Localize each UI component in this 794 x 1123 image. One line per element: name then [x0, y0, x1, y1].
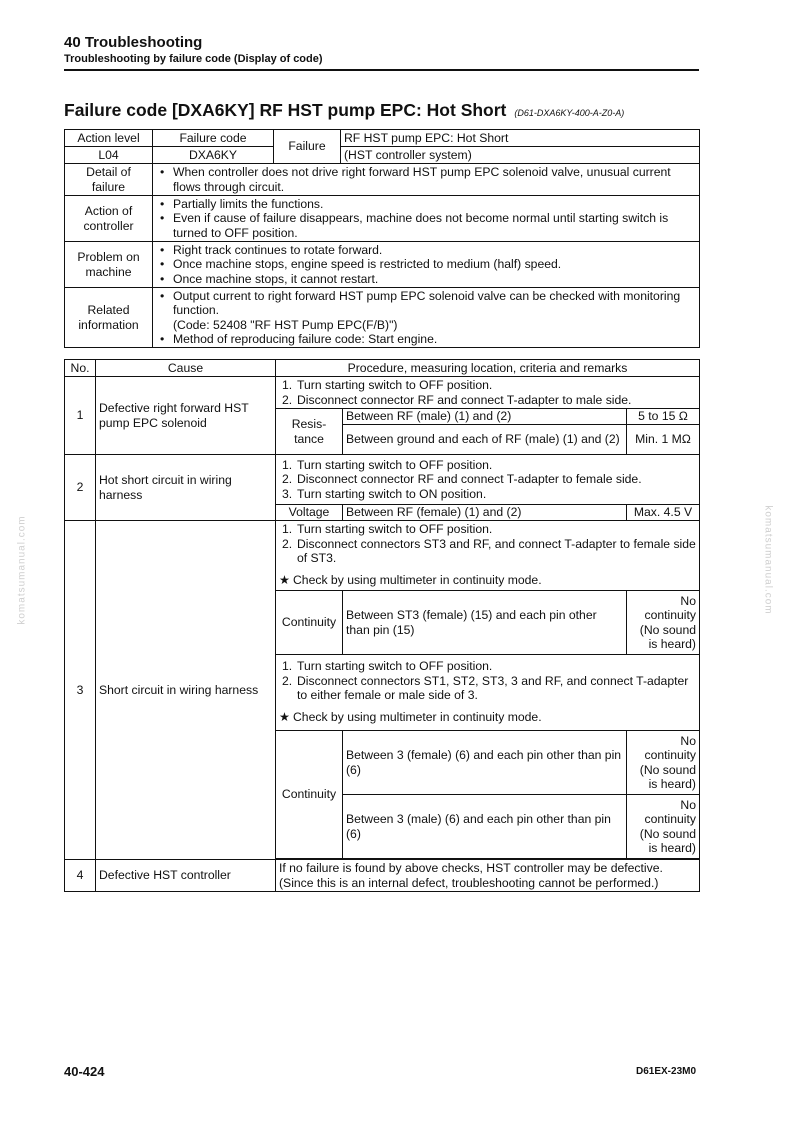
action-text [153, 196, 700, 242]
col-no-header: No. [65, 360, 96, 377]
method-label: Resis- tance [276, 409, 343, 455]
list-item: 1. Turn starting switch to OFF position. [297, 458, 696, 473]
list-item: 1. Turn starting switch to OFF position. [297, 659, 696, 674]
failure-ref: (D61-DXA6KY-400-A-Z0-A) [514, 108, 625, 118]
failure-system: (HST controller system) [341, 147, 700, 164]
star-icon: ★ [279, 709, 290, 724]
list-item: • Partially limits the functions. [173, 197, 696, 212]
check-value [627, 731, 700, 795]
check-location: Between 3 (male) (6) and each pin other than pin (6) [343, 795, 627, 859]
failure-title-text: Failure code [DXA6KY] RF HST pump EPC: Hot Short [64, 100, 507, 120]
check-value [627, 795, 700, 859]
cause-text: Defective right forward HST pump EPC solenoid [96, 377, 276, 455]
check-value-line: No continuity [644, 733, 696, 762]
remark-text: If no failure is found by above checks, HST controller may be defective. (Since this is an internal defect, troubleshooting cannot be performed.) [276, 860, 700, 892]
list-item: 2. Disconnect connectors ST3 and RF, and connect T-adapter to female side of ST3. [297, 537, 696, 566]
col-cause-header: Cause [96, 360, 276, 377]
list-item: 2. Disconnect connector RF and connect T-adapter to male side. [297, 393, 696, 408]
failure-header: Failure [274, 130, 341, 164]
method-label: Continuity [276, 591, 343, 655]
cause-no: 3 [65, 521, 96, 860]
failure-code-value: DXA6KY [153, 147, 274, 164]
check-value-line: (No sound is heard) [639, 622, 696, 651]
note [279, 710, 696, 727]
section-title: 40 Troubleshooting [64, 34, 203, 51]
failure-summary-table [64, 129, 700, 348]
note [279, 573, 696, 590]
method-label: Continuity [276, 731, 343, 859]
list-item: 3. Turn starting switch to ON position. [297, 487, 696, 502]
cause-text: Hot short circuit in wiring harness [96, 455, 276, 521]
check-value: Max. 4.5 V [627, 505, 700, 521]
related-item-1-code: (Code: 52408 "RF HST Pump EPC(F/B)") [173, 317, 398, 332]
cause-no: 2 [65, 455, 96, 521]
procedure-steps [276, 655, 700, 731]
causes-table [64, 359, 700, 892]
list-item: • Once machine stops, engine speed is restricted to medium (half) speed. [173, 257, 696, 272]
problem-text [153, 242, 700, 288]
note-text: Check by using multimeter in continuity mode. [293, 572, 542, 587]
check-value: Min. 1 MΩ [627, 425, 700, 455]
check-value [627, 591, 700, 655]
side-watermark-left: komatsumanual.com [16, 515, 28, 625]
list-item: 2. Disconnect connectors ST1, ST2, ST3, 3 and RF, and connect T-adapter to either female or male side of 3. [297, 674, 696, 703]
page-header [64, 34, 699, 66]
check-value-line: (No sound is heard) [639, 826, 696, 855]
procedure-steps [276, 377, 700, 409]
note-text: Check by using multimeter in continuity mode. [293, 709, 542, 724]
list-item: 1. Turn starting switch to OFF position. [297, 522, 696, 537]
list-item: • Once machine stops, it cannot restart. [173, 272, 696, 287]
procedure-steps [276, 521, 700, 591]
related-item-1: Output current to right forward HST pump EPC solenoid valve can be checked with monitoring function. [173, 288, 681, 317]
cause-no: 1 [65, 377, 96, 455]
action-label: Action of controller [65, 196, 153, 242]
detail-label: Detail of failure [65, 164, 153, 196]
procedure-steps [276, 455, 700, 505]
related-text [153, 288, 700, 348]
check-location: Between ST3 (female) (15) and each pin other than pin (15) [343, 591, 627, 655]
list-item: • When controller does not drive right forward HST pump EPC solenoid valve, unusual current flows through circuit. [173, 165, 696, 194]
subsection-title: Troubleshooting by failure code (Display of code) [64, 53, 323, 65]
doc-code: D61EX-23M0 [636, 1066, 697, 1077]
list-item [173, 289, 696, 333]
problem-label: Problem on machine [65, 242, 153, 288]
check-value-line: (No sound is heard) [639, 762, 696, 791]
failure-name: RF HST pump EPC: Hot Short [341, 130, 700, 147]
failure-code-header: Failure code [153, 130, 274, 147]
check-value: 5 to 15 Ω [627, 409, 700, 425]
col-proc-header: Procedure, measuring location, criteria and remarks [276, 360, 700, 377]
star-icon: ★ [279, 572, 290, 587]
list-item: • Even if cause of failure disappears, machine does not become normal until starting switch is turned to OFF position. [173, 211, 696, 240]
cause-text: Defective HST controller [96, 860, 276, 892]
method-label: Voltage [276, 505, 343, 521]
list-item: 2. Disconnect connector RF and connect T-adapter to female side. [297, 472, 696, 487]
list-item: 1. Turn starting switch to OFF position. [297, 378, 696, 393]
action-level-header: Action level [65, 130, 153, 147]
list-item: • Method of reproducing failure code: Start engine. [173, 332, 696, 347]
related-label: Related information [65, 288, 153, 348]
check-value-line: No continuity [644, 593, 696, 622]
detail-text [153, 164, 700, 196]
check-location: Between RF (male) (1) and (2) [343, 409, 627, 425]
check-location: Between 3 (female) (6) and each pin other than pin (6) [343, 731, 627, 795]
cause-text: Short circuit in wiring harness [96, 521, 276, 860]
page-number: 40-424 [64, 1064, 105, 1079]
side-watermark-right: komatsumanual.com [762, 505, 774, 615]
list-item: • Right track continues to rotate forward. [173, 243, 696, 258]
check-location: Between RF (female) (1) and (2) [343, 505, 627, 521]
action-level-value: L04 [65, 147, 153, 164]
header-rule [64, 69, 699, 71]
check-value-line: No continuity [644, 797, 696, 826]
cause-no: 4 [65, 860, 96, 892]
check-location: Between ground and each of RF (male) (1) and (2) [343, 425, 627, 455]
failure-title [64, 100, 704, 121]
